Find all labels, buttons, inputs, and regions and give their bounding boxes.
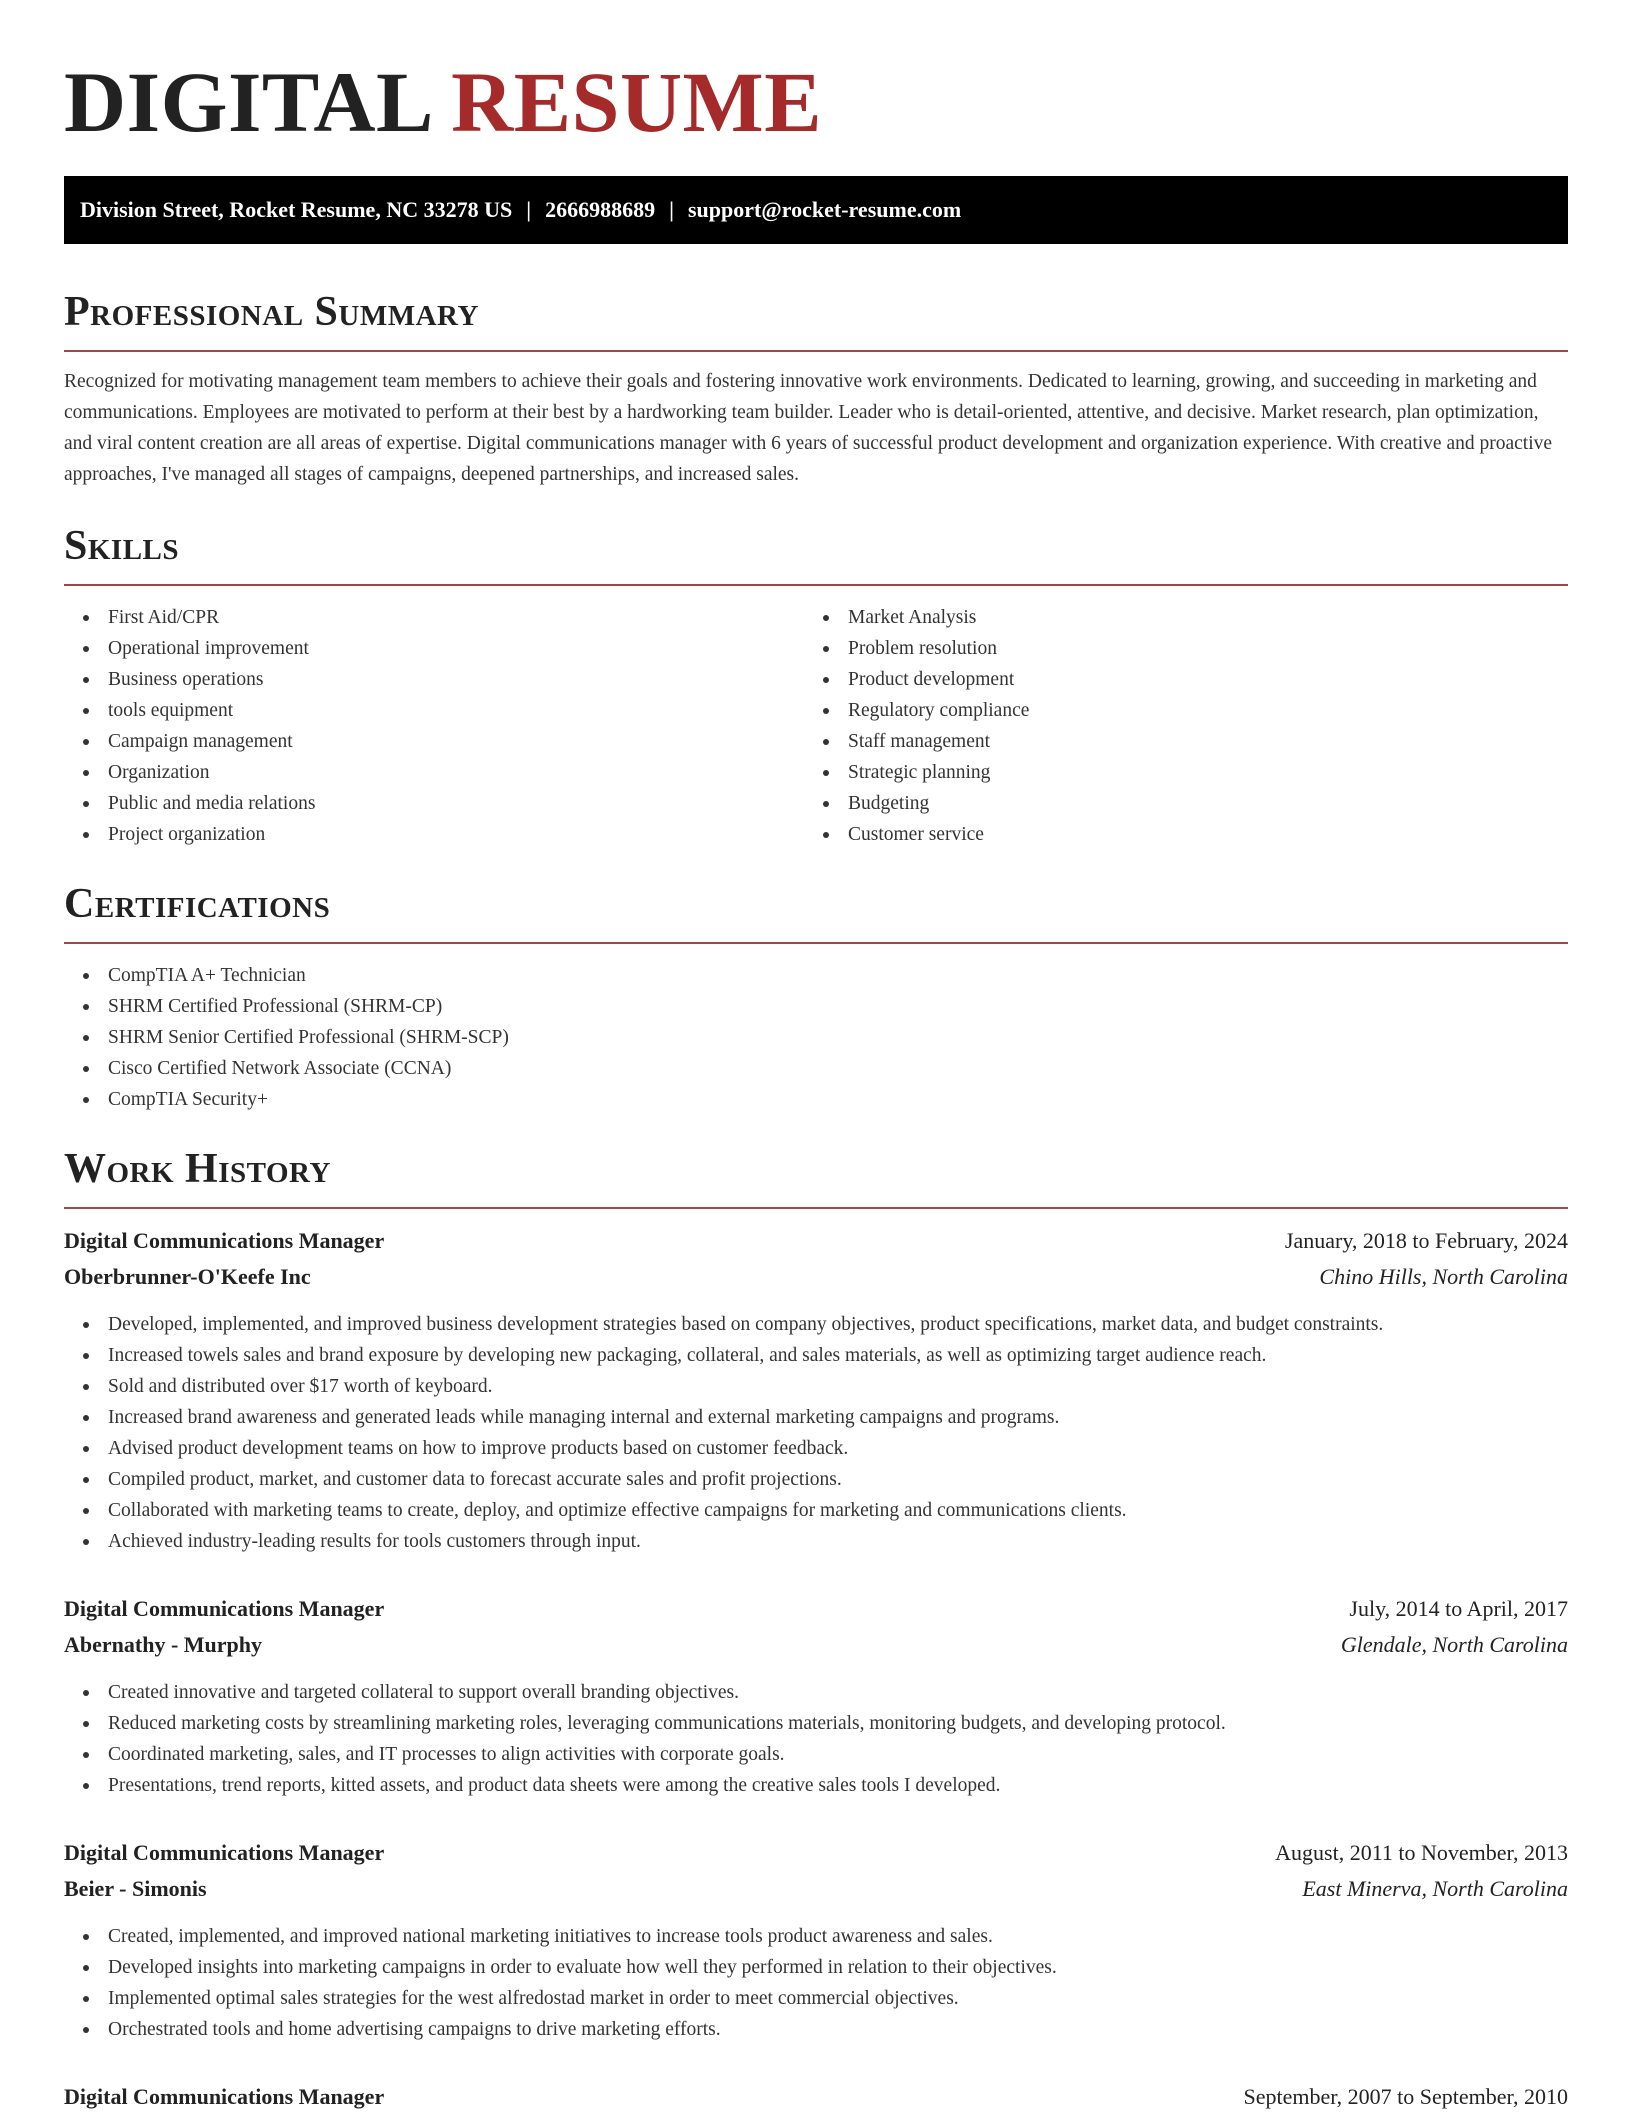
skill-item: Regulatory compliance	[804, 695, 1544, 726]
section-divider	[64, 584, 1568, 586]
job-bullet: Compiled product, market, and customer data to forecast accurate sales and profit projections.	[64, 1464, 1568, 1495]
job-subheader	[64, 1627, 1568, 1663]
job-subheader	[64, 1259, 1568, 1295]
contact-email: support@rocket-resume.com	[687, 197, 962, 222]
contact-phone: 2666988689	[545, 197, 656, 222]
skills-section	[64, 522, 1568, 850]
job-bullet: Achieved industry-leading results for tools customers through input.	[64, 1526, 1568, 1557]
job-dates: January, 2018 to February, 2024	[1284, 1228, 1568, 1253]
skill-item: Campaign management	[64, 726, 804, 757]
certification-item: SHRM Senior Certified Professional (SHRM-SCP)	[64, 1022, 1568, 1053]
name-last: RESUME	[451, 54, 823, 150]
job-title: Digital Communications Manager	[64, 1228, 385, 1253]
job-entry	[64, 1223, 1568, 1557]
job-location: Chino Hills, North Carolina	[1319, 1264, 1568, 1289]
section-divider	[64, 1207, 1568, 1209]
summary-section	[64, 288, 1568, 490]
job-bullet: Orchestrated tools and home advertising campaigns to drive marketing efforts.	[64, 2014, 1568, 2045]
section-title-certifications: Certifications	[64, 881, 331, 927]
section-divider	[64, 350, 1568, 352]
skill-item: Problem resolution	[804, 633, 1544, 664]
job-dates: September, 2007 to September, 2010	[1243, 2084, 1568, 2109]
certification-item: CompTIA Security+	[64, 1084, 1568, 1115]
job-bullet: Reduced marketing costs by streamlining marketing roles, leveraging communications materials, monitoring budgets, and developing protocol.	[64, 1708, 1568, 1739]
job-bullet: Coordinated marketing, sales, and IT processes to align activities with corporate goals.	[64, 1739, 1568, 1770]
work-history-section	[64, 1145, 1568, 2112]
section-divider	[64, 942, 1568, 944]
job-bullets	[64, 1921, 1568, 2045]
job-bullet: Developed, implemented, and improved business development strategies based on company objectives, product specifications, market data, and budget constraints.	[64, 1309, 1568, 1340]
resume-content	[64, 52, 1568, 2112]
job-location: Glendale, North Carolina	[1340, 1632, 1568, 1657]
job-bullet: Increased towels sales and brand exposure by developing new packaging, collateral, and sales materials, as well as optimizing target audience reach.	[64, 1340, 1568, 1371]
job-title: Digital Communications Manager	[64, 2084, 385, 2109]
job-entry	[64, 1591, 1568, 1801]
skill-item: Market Analysis	[804, 602, 1544, 633]
job-dates: August, 2011 to November, 2013	[1275, 1840, 1568, 1865]
job-bullet: Created innovative and targeted collateral to support overall branding objectives.	[64, 1677, 1568, 1708]
skill-item: Product development	[804, 664, 1544, 695]
job-title: Digital Communications Manager	[64, 1840, 385, 1865]
contact-bar	[64, 176, 1568, 244]
skill-item: Customer service	[804, 819, 1544, 850]
skill-item: Public and media relations	[64, 788, 804, 819]
job-bullet: Presentations, trend reports, kitted assets, and product data sheets were among the creative sales tools I developed.	[64, 1770, 1568, 1801]
certifications-section	[64, 880, 1568, 1115]
job-bullet: Increased brand awareness and generated leads while managing internal and external marketing campaigns and programs.	[64, 1402, 1568, 1433]
job-bullets	[64, 1677, 1568, 1801]
skill-item: Business operations	[64, 664, 804, 695]
section-title-skills: Skills	[64, 523, 180, 569]
job-title: Digital Communications Manager	[64, 1596, 385, 1621]
contact-address: Division Street, Rocket Resume, NC 33278 US	[80, 197, 513, 222]
job-header	[64, 1223, 1568, 1259]
certifications-list	[64, 960, 1568, 1115]
job-location: East Minerva, North Carolina	[1302, 1876, 1568, 1901]
job-dates: July, 2014 to April, 2017	[1349, 1596, 1568, 1621]
job-header	[64, 2079, 1568, 2112]
job-entry	[64, 1835, 1568, 2045]
job-entry	[64, 2079, 1568, 2112]
skills-grid	[64, 602, 1568, 850]
skill-item: Operational improvement	[64, 633, 804, 664]
skills-list-left	[64, 602, 804, 850]
resume-name	[64, 52, 1568, 152]
job-bullet: Collaborated with marketing teams to create, deploy, and optimize effective campaigns for marketing and communications clients.	[64, 1495, 1568, 1526]
job-bullet: Advised product development teams on how to improve products based on customer feedback.	[64, 1433, 1568, 1464]
job-header	[64, 1591, 1568, 1627]
skill-item: Budgeting	[804, 788, 1544, 819]
job-bullet: Implemented optimal sales strategies for the west alfredostad market in order to meet commercial objectives.	[64, 1983, 1568, 2014]
certification-item: CompTIA A+ Technician	[64, 960, 1568, 991]
skill-item: Organization	[64, 757, 804, 788]
job-bullet: Developed insights into marketing campaigns in order to evaluate how well they performed in relation to their objectives.	[64, 1952, 1568, 1983]
section-title-work-history: Work History	[64, 1146, 331, 1192]
job-bullet: Sold and distributed over $17 worth of keyboard.	[64, 1371, 1568, 1402]
job-company: Oberbrunner-O'Keefe Inc	[64, 1264, 311, 1289]
skills-list-right	[804, 602, 1544, 850]
section-title-summary: Professional Summary	[64, 289, 479, 335]
job-company: Beier - Simonis	[64, 1876, 207, 1901]
name-first: DIGITAL	[64, 54, 430, 150]
job-company: Abernathy - Murphy	[64, 1632, 263, 1657]
skill-item: First Aid/CPR	[64, 602, 804, 633]
job-bullet: Created, implemented, and improved national marketing initiatives to increase tools product awareness and sales.	[64, 1921, 1568, 1952]
skill-item: Project organization	[64, 819, 804, 850]
summary-text: Recognized for motivating management team members to achieve their goals and fostering innovative work environments. Dedicated to learning, growing, and succeeding in marketing and communications. Employees are motivated to perform at their best by a hardworking team builder. Leader who is detail-oriented, attentive, and decisive. Market research, plan optimization, and viral content creation are all areas of expertise. Digital communications manager with 6 years of successful product development and organization experience. With creative and proactive approaches, I've managed all stages of campaigns, deepened partnerships, and increased sales.	[64, 371, 1553, 485]
job-subheader	[64, 1871, 1568, 1907]
skill-item: Staff management	[804, 726, 1544, 757]
certification-item: Cisco Certified Network Associate (CCNA)	[64, 1053, 1568, 1084]
contact-separator: |	[669, 197, 674, 222]
certification-item: SHRM Certified Professional (SHRM-CP)	[64, 991, 1568, 1022]
job-bullets	[64, 1309, 1568, 1557]
skill-item: tools equipment	[64, 695, 804, 726]
contact-separator: |	[526, 197, 532, 222]
job-header	[64, 1835, 1568, 1871]
skill-item: Strategic planning	[804, 757, 1544, 788]
